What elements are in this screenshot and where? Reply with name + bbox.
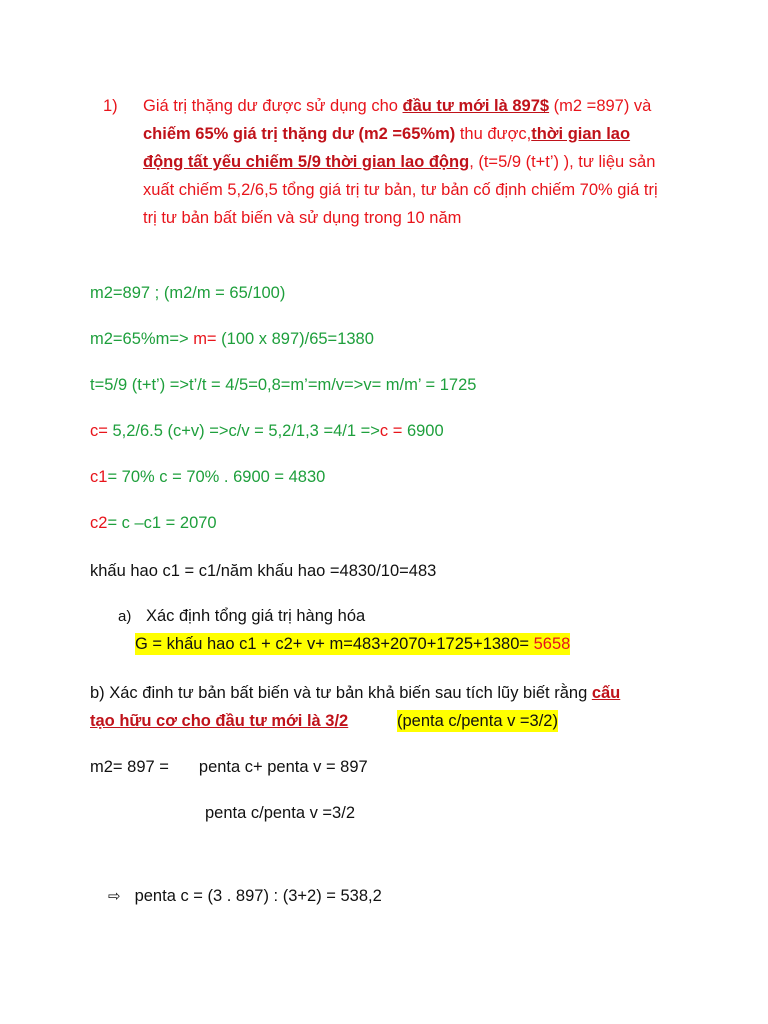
part-a-result: 5658: [533, 635, 571, 653]
solution-line-4-c: c =: [379, 422, 407, 440]
right-arrow-icon: ⇨: [108, 888, 121, 905]
part-b-line-1: [90, 684, 620, 703]
solution-line-5: [90, 468, 325, 487]
problem-highlight-share: chiếm 65% giá trị thặng dư (m2 =65%m): [143, 125, 456, 143]
problem-1-statement: [103, 92, 663, 232]
part-b-line-2: [90, 712, 558, 731]
solution-line-5-b: = 70% c = 70% . 6900 = 4830: [107, 468, 326, 486]
solution-line-4-d: 6900: [406, 422, 444, 440]
problem-highlight-investment: đầu tư mới là 897$: [402, 97, 550, 115]
problem-text-2: (m2 =897) và: [549, 97, 652, 115]
part-b-eq-3: [108, 887, 382, 906]
solution-line-5-a: c1: [90, 468, 108, 486]
part-b-ratio-note: (penta c/penta v =3/2): [397, 712, 558, 730]
problem-text-1: Giá trị thặng dư được sử dụng cho: [143, 97, 403, 115]
problem-number: 1): [103, 97, 118, 115]
solution-line-2: [90, 330, 374, 349]
part-b-text-1: b) Xác đinh tư bản bất biến và tư bản khả biến sau tích lũy biết rằng: [90, 684, 592, 702]
part-a-formula: [135, 633, 570, 655]
part-b-eq-1: [90, 758, 368, 777]
solution-line-6-a: c2: [90, 514, 108, 532]
solution-line-2-b: m=: [193, 330, 222, 348]
solution-line-1: m2=897 ; (m2/m = 65/100): [90, 284, 286, 302]
solution-line-6-b: = c –c1 = 2070: [107, 514, 217, 532]
solution-line-4-a: c=: [90, 422, 113, 440]
part-a-heading: [118, 607, 365, 626]
solution-line-4: [90, 422, 444, 441]
problem-text-4: , (t=5/9 (t+t’) ), tư liệu sản xuất chiếm 5,2/6,5 tổng giá trị tư bản, tư bản cố định chiếm 70% giá trị trị tư bản bất biến và sử dụng trong 10 năm: [143, 153, 658, 227]
part-a-formula-text: G = khấu hao c1 + c2+ v+ m=483+2070+1725+1380=: [135, 635, 534, 653]
part-b-highlight-2: tạo hữu cơ cho đầu tư mới là 3/2: [90, 712, 349, 730]
solution-line-7: khấu hao c1 = c1/năm khấu hao =4830/10=483: [90, 562, 437, 580]
solution-line-2-a: m2=65%m=>: [90, 330, 194, 348]
solution-line-2-c: (100 x 897)/65=1380: [221, 330, 374, 348]
part-b-eq-2: penta c/penta v =3/2: [205, 804, 355, 822]
part-b-eq-1-left: m2= 897 =: [90, 758, 169, 776]
problem-text-3: thu được,: [455, 125, 532, 143]
solution-line-3: t=5/9 (t+t’) =>t’/t = 4/5=0,8=m’=m/v=>v= m/m’ = 1725: [90, 376, 477, 394]
part-b-eq-1-right: penta c+ penta v = 897: [198, 758, 368, 776]
part-b-eq-3-text: penta c = (3 . 897) : (3+2) = 538,2: [134, 887, 382, 905]
part-a-label: a): [118, 608, 132, 625]
part-b-highlight-1: cấu: [591, 684, 621, 702]
part-a-formula-line: [135, 635, 570, 654]
problem-highlight-labor-time: thời gian lao động tất yếu chiếm 5/9 thời gian lao động: [143, 125, 631, 171]
part-a-title: Xác định tổng giá trị hàng hóa: [145, 607, 366, 625]
solution-line-4-b: 5,2/6.5 (c+v) =>c/v = 5,2/1,3 =4/1 =>: [112, 422, 380, 440]
solution-line-6: [90, 514, 217, 533]
